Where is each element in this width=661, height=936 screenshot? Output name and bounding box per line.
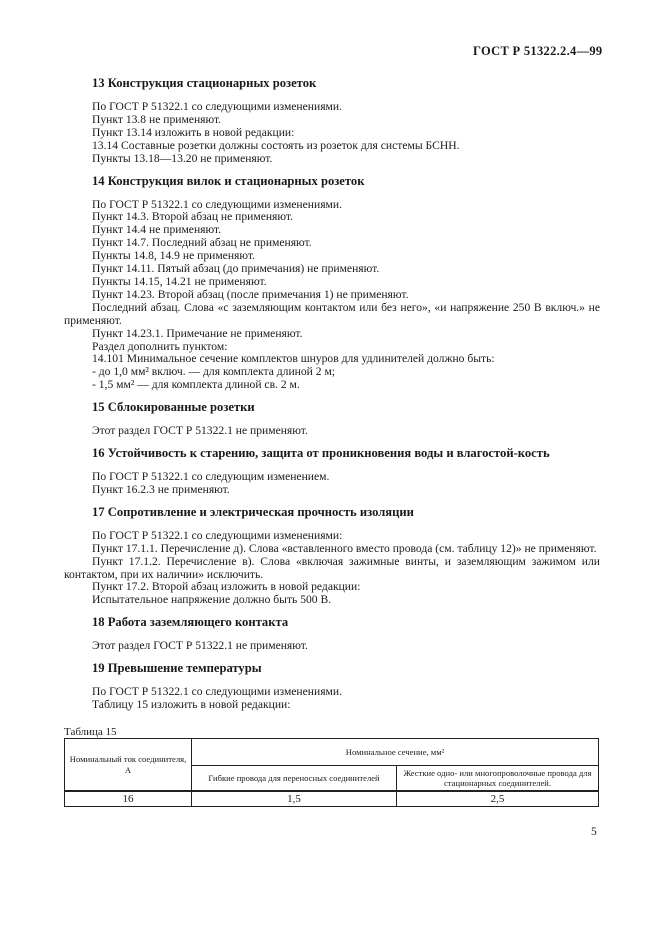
paragraph: Пункты 13.18—13.20 не применяют. xyxy=(92,151,273,165)
list-item: - до 1,0 мм² включ. — для комплекта длиной 2 м; xyxy=(92,365,336,379)
paragraph: Пункт 14.4 не применяют. xyxy=(92,223,222,237)
section-heading: 16 Устойчивость к старению, защита от проникновения воды и влагостой-кость xyxy=(92,446,550,461)
paragraph: По ГОСТ Р 51322.1 со следующими изменениями. xyxy=(92,197,342,211)
paragraph: Этот раздел ГОСТ Р 51322.1 не применяют. xyxy=(92,424,308,438)
paragraph: Испытательное напряжение должно быть 500 В. xyxy=(92,593,332,607)
paragraph: Пункты 14.15, 14.21 не применяют. xyxy=(92,274,267,288)
paragraph: Пункт 14.7. Последний абзац не применяют. xyxy=(92,236,312,250)
col-header-current: Номинальный ток соединителя, А xyxy=(65,739,192,792)
document-body xyxy=(64,76,600,720)
paragraph: 13.14 Составные розетки должны состоять из розеток для системы БСНН. xyxy=(92,138,460,152)
section-18 xyxy=(64,615,600,653)
table-row xyxy=(65,791,599,807)
document-header: ГОСТ Р 51322.2.4—99 xyxy=(473,44,603,58)
col-header-rigid: Жесткие одно- или многопроволочные провода для стационарных соединителей. xyxy=(397,766,599,792)
paragraph: Пункт 17.2. Второй абзац изложить в новой редакции: xyxy=(92,580,361,594)
section-19 xyxy=(64,661,600,712)
paragraph: Раздел дополнить пунктом: xyxy=(92,339,228,353)
page-number: 5 xyxy=(591,826,597,838)
paragraph: Пункт 13.14 изложить в новой редакции: xyxy=(92,125,295,139)
section-heading: 13 Конструкция стационарных розеток xyxy=(92,76,317,90)
paragraph: По ГОСТ Р 51322.1 со следующими изменениями. xyxy=(92,100,342,113)
paragraph: Пункт 13.8 не применяют. xyxy=(92,112,222,126)
cell-rigid: 2,5 xyxy=(397,791,599,807)
cell-current: 16 xyxy=(65,791,192,807)
paragraph: Пункты 14.8, 14.9 не применяют. xyxy=(92,249,255,263)
section-heading: 15 Сблокированные розетки xyxy=(92,400,255,415)
col-group-header-cross-section: Номинальное сечение, мм² xyxy=(192,739,599,766)
paragraph: Пункт 16.2.3 не применяют. xyxy=(92,482,230,496)
paragraph: Пункт 14.23. Второй абзац (после примечания 1) не применяют. xyxy=(92,287,409,301)
paragraph: По ГОСТ Р 51322.1 со следующими изменениями: xyxy=(92,528,343,542)
paragraph: Последний абзац. Слова «с заземляющим контактом или без него», «и напряжение 250 В включ.» не применяют. xyxy=(64,300,600,327)
paragraph: Пункт 14.23.1. Примечание не применяют. xyxy=(92,326,303,340)
section-heading: 18 Работа заземляющего контакта xyxy=(92,615,289,630)
section-13 xyxy=(64,76,600,166)
paragraph: Пункт 14.11. Пятый абзац (до примечания) не применяют. xyxy=(92,262,380,276)
paragraph: 14.101 Минимальное сечение комплектов шнуров для удлинителей должно быть: xyxy=(92,352,495,366)
section-17 xyxy=(64,505,600,607)
paragraph: По ГОСТ Р 51322.1 со следующим изменением. xyxy=(92,470,330,484)
table-15 xyxy=(64,738,599,807)
section-14 xyxy=(64,174,600,393)
section-heading: 14 Конструкция вилок и стационарных розеток xyxy=(92,173,365,188)
paragraph: Этот раздел ГОСТ Р 51322.1 не применяют. xyxy=(92,639,308,653)
col-header-flexible: Гибкие провода для переносных соединителей xyxy=(192,766,397,792)
section-16 xyxy=(64,446,600,497)
table-caption: Таблица 15 xyxy=(64,726,117,738)
cell-flexible: 1,5 xyxy=(192,791,397,807)
paragraph: По ГОСТ Р 51322.1 со следующими изменениями. xyxy=(92,685,342,699)
paragraph: Пункт 14.3. Второй абзац не применяют. xyxy=(92,210,293,224)
paragraph: Пункт 17.1.1. Перечисление д). Слова «вставленного вместо провода (см. таблицу 12)» не применяют. xyxy=(92,541,597,555)
paragraph: Таблицу 15 изложить в новой редакции: xyxy=(92,698,291,712)
section-heading: 17 Сопротивление и электрическая прочность изоляции xyxy=(92,504,414,519)
paragraph: Пункт 17.1.2. Перечисление в). Слова «включая зажимные винты, и заземляющим зажимом или контактом, при их наличии» исключить. xyxy=(64,554,600,581)
section-heading: 19 Превышение температуры xyxy=(92,661,262,676)
section-15 xyxy=(64,400,600,438)
list-item: - 1,5 мм² — для комплекта длиной св. 2 м. xyxy=(92,378,300,392)
